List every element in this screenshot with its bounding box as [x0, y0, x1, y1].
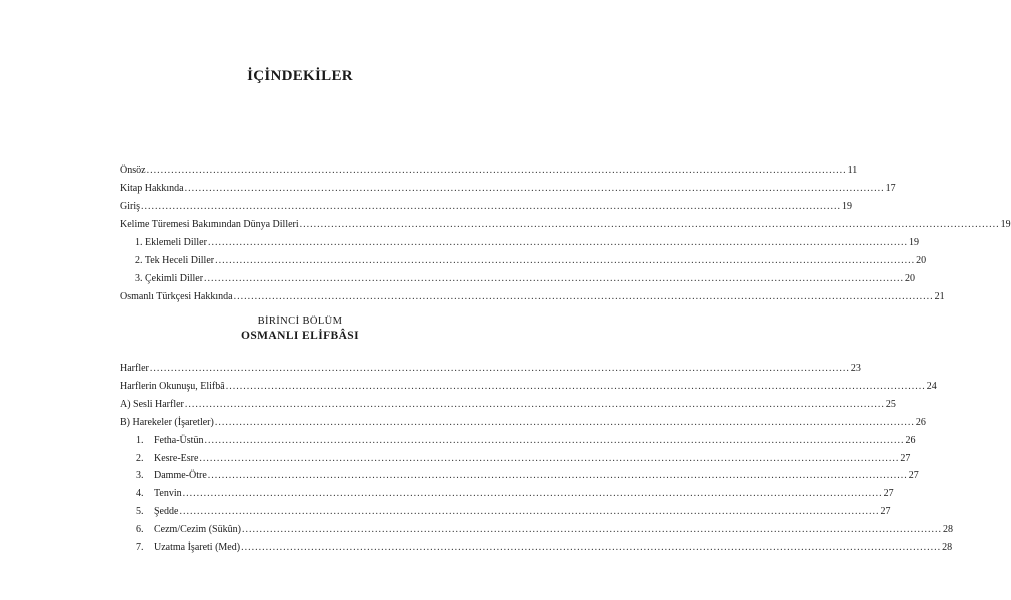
dot-leader: ........................................................................................................................................................................................................ — [207, 470, 908, 482]
toc-entry-label — [120, 541, 240, 555]
toc-entry — [120, 523, 953, 537]
dot-leader: ........................................................................................................................................................................................................ — [225, 380, 926, 392]
toc-entry-page: 28 — [942, 542, 953, 553]
toc-entry-label — [120, 200, 140, 214]
toc-entry-text: Kesre-Esre — [154, 452, 199, 464]
dot-leader: ........................................................................................................................................................................................................ — [141, 201, 841, 212]
toc-entry-label — [120, 362, 149, 376]
toc-entry-number: 6. — [136, 524, 144, 536]
toc-entry-text: Tenvin — [154, 488, 182, 500]
dot-leader: ........................................................................................................................................................................................................ — [241, 542, 942, 553]
toc-entry — [120, 236, 919, 250]
dot-leader: ........................................................................................................................................................................................................ — [207, 237, 908, 248]
dot-leader: ........................................................................................................................................................................................................ — [146, 165, 847, 176]
toc-entry-text: Fetha-Üstün — [154, 434, 204, 446]
dot-leader: ........................................................................................................................................................................................................ — [184, 183, 885, 194]
toc-entry-text: Şedde — [154, 506, 179, 518]
toc-entry — [120, 487, 894, 501]
dot-leader: ........................................................................................................................................................................................................ — [204, 434, 905, 446]
toc-entry-text: Giriş — [120, 201, 140, 212]
toc-entry — [120, 380, 937, 394]
toc-entry-label — [120, 380, 225, 394]
toc-entry-label — [120, 452, 198, 466]
toc-entry — [120, 362, 861, 376]
toc-entry-page: 19 — [842, 201, 852, 212]
dot-leader: ........................................................................................................................................................................................................ — [179, 506, 880, 518]
toc-entry-label — [120, 236, 207, 250]
section-title: OSMANLI ELİFBÂSI — [241, 330, 359, 342]
toc-entry — [120, 272, 916, 286]
toc-entry-label — [120, 254, 214, 268]
toc-entry-text: 2. Tek Heceli Diller — [135, 255, 215, 266]
dot-leader: ........................................................................................................................................................................................................ — [199, 452, 900, 464]
toc-entry-page: 21 — [934, 291, 945, 302]
dot-leader: ........................................................................................................................................................................................................ — [184, 398, 885, 410]
toc-entry-text: Kelime Türemesi Bakımından Dünya Dilleri — [120, 219, 299, 230]
toc-entry-page: 28 — [942, 524, 953, 536]
toc-entry-page: 19 — [908, 237, 919, 248]
toc-entry — [120, 416, 926, 430]
toc-entry-text: Uzatma İşareti (Med) — [154, 542, 241, 553]
toc-entry — [120, 182, 896, 196]
toc-entry-label — [120, 290, 233, 304]
toc-entry-label — [120, 505, 178, 519]
toc-entry-number: 2. — [136, 452, 144, 464]
toc-entry — [120, 469, 919, 483]
toc-entry-number: 1. — [136, 434, 144, 446]
dot-leader: ........................................................................................................................................................................................................ — [299, 219, 1000, 230]
toc-entry-text: B) Harekeler (İşaretler) — [120, 416, 214, 428]
toc-entry-number: 7. — [136, 542, 144, 553]
toc-entry — [120, 200, 852, 214]
section-kicker: BİRİNCİ BÖLÜM — [257, 316, 343, 327]
dot-leader: ........................................................................................................................................................................................................ — [241, 524, 942, 536]
toc-entry — [120, 398, 896, 412]
toc-entry — [120, 434, 916, 448]
toc-entry-page: 26 — [905, 434, 916, 446]
toc-entry-label — [120, 164, 146, 178]
toc-entry-number: 5. — [136, 506, 144, 518]
toc-entry-text: Damme-Ötre — [154, 470, 207, 482]
page-title: İÇİNDEKİLER — [247, 68, 353, 84]
toc-entry-text: 3. Çekimli Diller — [135, 273, 204, 284]
toc-entry-label — [120, 398, 184, 412]
toc-entry — [120, 541, 953, 555]
toc-entry-number: 3. — [136, 470, 144, 482]
toc-entry-text: Harfler — [120, 363, 149, 374]
toc-entry-page: 27 — [908, 470, 919, 482]
toc-entry-page: 26 — [915, 416, 926, 428]
dot-leader: ........................................................................................................................................................................................................ — [182, 488, 883, 500]
toc-entry — [120, 164, 858, 178]
toc-entry-label — [120, 469, 207, 483]
toc-entry-text: Cezm/Cezim (Sükûn) — [154, 524, 241, 536]
toc-entry-page: 20 — [905, 273, 916, 284]
toc-entry-number: 4. — [136, 488, 144, 500]
toc-entry-label — [120, 272, 203, 286]
toc-entry — [120, 505, 891, 519]
toc-entry-label — [120, 416, 214, 430]
toc-entry-page: 17 — [885, 183, 896, 194]
toc-entry-page: 27 — [880, 506, 891, 518]
toc-entry-text: Önsöz — [120, 165, 146, 176]
toc-entry-page: 20 — [916, 255, 927, 266]
toc-entry — [120, 254, 927, 268]
toc-entry-page: 23 — [850, 363, 861, 374]
dot-leader: ........................................................................................................................................................................................................ — [215, 255, 916, 266]
toc-entry-text: Osmanlı Türkçesi Hakkında — [120, 291, 233, 302]
toc-entry-text: A) Sesli Harfler — [120, 398, 184, 410]
dot-leader: ........................................................................................................................................................................................................ — [204, 273, 905, 284]
dot-leader: ........................................................................................................................................................................................................ — [149, 363, 850, 374]
toc-entry-page: 11 — [847, 165, 858, 176]
toc-entry-label — [120, 218, 299, 232]
toc-entry-page: 27 — [900, 452, 911, 464]
toc-entry-label — [120, 523, 241, 537]
dot-leader: ........................................................................................................................................................................................................ — [233, 291, 934, 302]
toc-entry-page: 19 — [1000, 219, 1011, 230]
toc-entry — [120, 290, 945, 304]
toc-entry-text: Harflerin Okunuşu, Elifbâ — [120, 380, 225, 392]
toc-entry-page: 24 — [926, 380, 937, 392]
toc-entry-label — [120, 434, 203, 448]
toc-entry-label — [120, 487, 182, 501]
toc-entry-label — [120, 182, 184, 196]
toc-entry — [120, 452, 911, 466]
toc-entry — [120, 218, 1011, 232]
toc-entry-page: 27 — [883, 488, 894, 500]
dot-leader: ........................................................................................................................................................................................................ — [214, 416, 915, 428]
toc-entry-page: 25 — [885, 398, 896, 410]
toc-entry-text: 1. Eklemeli Diller — [135, 237, 207, 248]
toc-entry-text: Kitap Hakkında — [120, 183, 184, 194]
